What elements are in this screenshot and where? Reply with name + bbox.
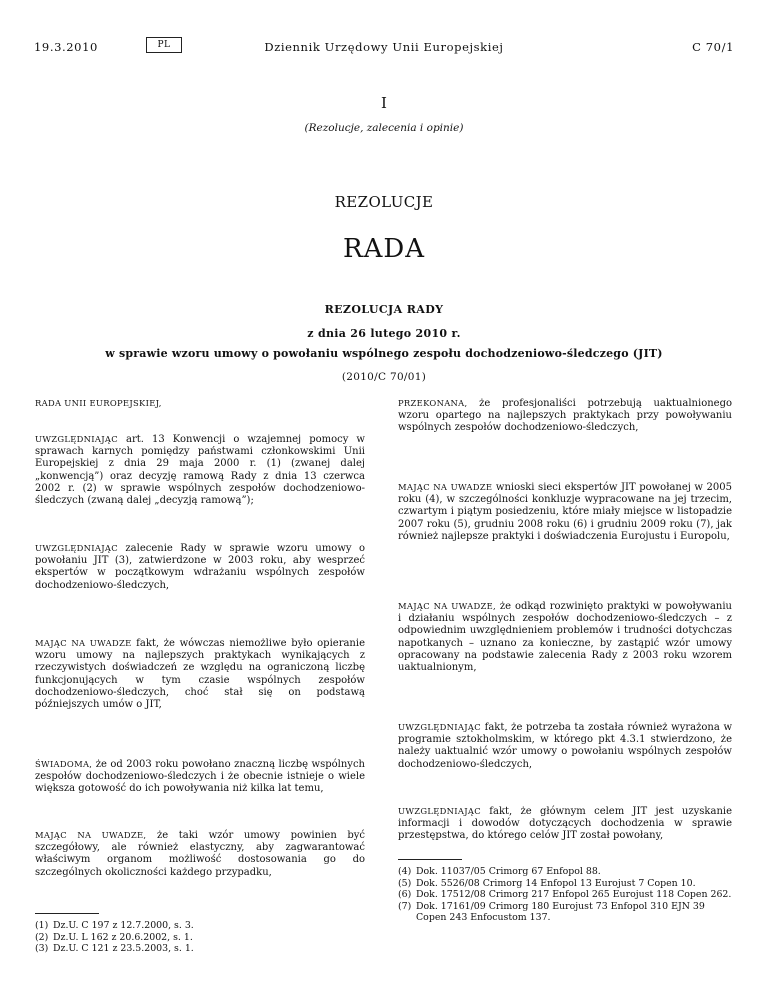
footnote-text: Dz.U. L 162 z 20.6.2002, s. 1.	[53, 931, 193, 943]
section-numeral: I	[381, 94, 387, 112]
recital-text: fakt, że potrzeba ta została również wyrażona w programie sztokholmskim, w którego pkt 4.3.1 stwierdzono, że należy uaktualnić wzór umowy o powołaniu wspólnych zespołów dochodzeniowo-śledczych,	[398, 722, 732, 770]
recital-lead: MAJĄC NA UWADZE	[398, 482, 493, 492]
recital-text: że profesjonaliści potrzebują uaktualnionego wzoru opartego na najlepszych praktykach przy powoływaniu wspólnych zespołów dochodzeniowo-śledczych,	[398, 398, 732, 434]
recital-paragraph	[398, 397, 732, 435]
recital-paragraph	[35, 829, 365, 879]
recital-paragraph	[35, 397, 365, 410]
footnote-mark: (6)	[398, 889, 412, 901]
footnote-mark: (3)	[35, 943, 49, 955]
recital-text: art. 13 Konwencji o wzajemnej pomocy w sprawach karnych pomiędzy państwami członkowskimi Unii Europejskiej z dnia 29 maja 2000 r. (1) (zwanej dalej „konwencją”) oraz decyzję ramową Rady z dnia 13 czerwca 2002 r. (2) w sprawie wspólnych zespołów dochodzeniowo-śledczych (zwaną dalej „decyzją ramową”);	[35, 434, 365, 507]
recital-lead: UWZGLĘDNIAJĄC	[35, 543, 118, 553]
footnote	[35, 920, 365, 932]
document-reference: (2010/C 70/01)	[341, 371, 427, 383]
footnote-mark: (5)	[398, 877, 412, 889]
page-reference: C 70/1	[692, 40, 734, 54]
footnote-text: Dok. 17161/09 Crimorg 180 Eurojust 73 Enfopol 310 EJN 39 Copen 243 Enfocustom 137.	[416, 900, 705, 924]
footnote-text: Dz.U. C 197 z 12.7.2000, s. 3.	[53, 920, 194, 931]
footnote	[398, 866, 732, 878]
category-heading: REZOLUCJE	[334, 193, 434, 211]
recital-text: że taki wzór umowy powinien być szczegółowy, ale również elastyczny, aby zagwarantować właściwym organom możliwość dostosowania go do szczególnych okoliczności każdego przypadku,	[35, 830, 366, 878]
institution-heading: RADA	[343, 234, 425, 264]
recital-paragraph	[398, 805, 732, 843]
footnote	[398, 889, 732, 901]
footnote-text: Dz.U. C 121 z 23.5.2003, s. 1.	[53, 943, 194, 955]
recital-lead: UWZGLĘDNIAJĄC	[35, 434, 118, 444]
footnote-mark: (1)	[35, 920, 49, 931]
recital-lead: UWZGLĘDNIAJĄC	[398, 722, 481, 732]
recital-paragraph	[398, 721, 732, 771]
recital-paragraph	[398, 481, 732, 543]
recital-text: zalecenie Rady w sprawie wzoru umowy o powołaniu JIT (3), zatwierdzone w 2003 roku, aby wesprzeć ekspertów w początkowym wdrażaniu wspólnych zespołów dochodzeniowo-śledczych,	[35, 543, 365, 591]
recital-paragraph	[35, 542, 365, 592]
recital-lead: MAJĄC NA UWADZE,	[35, 830, 147, 840]
recital-text: że odkąd rozwinięto praktyki w powoływaniu i działaniu wspólnych zespołów dochodzeniowo-śledczych – z odpowiednim uwzględnieniem problemów i trudności dotychczas napotkanych – uznano za konieczne, by zastąpić wzór umowy opracowany na podstawie zalecenia Rady z 2003 roku wzorem uaktualnionym,	[398, 601, 732, 674]
document-title: REZOLUCJA RADY	[324, 303, 444, 316]
recital-lead: RADA UNII EUROPEJSKIEJ,	[35, 398, 162, 408]
recital-paragraph	[398, 600, 732, 674]
recital-lead: PRZEKONANA,	[398, 398, 468, 408]
footnote-mark: (2)	[35, 931, 49, 943]
recital-paragraph	[35, 433, 365, 507]
footnote-text: Dok. 17512/08 Crimorg 217 Enfopol 265 Eurojust 118 Copen 262.	[416, 889, 732, 901]
publication-date: 19.3.2010	[34, 40, 98, 54]
recital-text: wnioski sieci ekspertów JIT powołanej w 2005 roku (4), w szczególności konkluzje wypracowane na jej trzecim, czwartym i piątym posiedzeniu, które miały miejsce w listopadzie 2007 roku (5), grudniu 2008 roku (6) i grudniu 2009 roku (7), jak również najlepsze praktyki i doświadczenia Eurojustu i Europolu,	[398, 482, 732, 542]
footnote	[398, 878, 732, 890]
footnote-mark: (7)	[398, 900, 412, 912]
section-subtitle: (Rezolucje, zalecenia i opinie)	[304, 122, 464, 134]
recital-text: że od 2003 roku powołano znaczną liczbę wspólnych zespołów dochodzeniowo-śledczych i że obecnie istnieje o wiele większa gotowość do ich powoływania niż kilka lat temu,	[35, 759, 365, 795]
journal-title: Dziennik Urzędowy Unii Europejskiej	[264, 40, 504, 54]
recital-lead: ŚWIADOMA,	[35, 759, 93, 769]
footnote-text: Dok. 5526/08 Crimorg 14 Enfopol 13 Eurojust 7 Copen 10.	[416, 877, 696, 889]
recital-lead: UWZGLĘDNIAJĄC	[398, 806, 481, 816]
language-badge: PL	[146, 37, 182, 53]
footnote	[398, 901, 732, 924]
footnote-divider	[398, 859, 462, 860]
footnotes-left	[35, 920, 365, 955]
recital-paragraph	[35, 758, 365, 796]
recital-paragraph	[35, 637, 365, 711]
page-header	[34, 40, 734, 60]
document-subject: w sprawie wzoru umowy o powołaniu wspólnego zespołu dochodzeniowo-śledczego (JIT)	[105, 347, 663, 360]
recital-text: fakt, że wówczas niemożliwe było opieranie wzoru umowy na najlepszych praktykach wynikających z rzeczywistych doświadczeń ze względu na ograniczoną liczbę funkcjonujących w tym czasie wspólnych zespołów dochodzeniowo-śledczych, choć stał się on podstawą późniejszych umów o JIT,	[35, 638, 365, 711]
recital-text: fakt, że głównym celem JIT jest uzyskanie informacji i dowodów dotyczących dochodzenia w sprawie przestępstwa, do którego celów JIT został powołany,	[398, 806, 732, 842]
recital-lead: MAJĄC NA UWADZE	[35, 638, 132, 648]
footnote	[35, 943, 365, 955]
footnote-divider	[35, 913, 99, 914]
document-date: z dnia 26 lutego 2010 r.	[307, 327, 461, 340]
footnote	[35, 932, 365, 944]
footnote-mark: (4)	[398, 866, 412, 877]
footnote-text: Dok. 11037/05 Crimorg 67 Enfopol 88.	[416, 866, 601, 877]
footnotes-right	[398, 866, 732, 924]
recital-lead: MAJĄC NA UWADZE,	[398, 601, 496, 611]
